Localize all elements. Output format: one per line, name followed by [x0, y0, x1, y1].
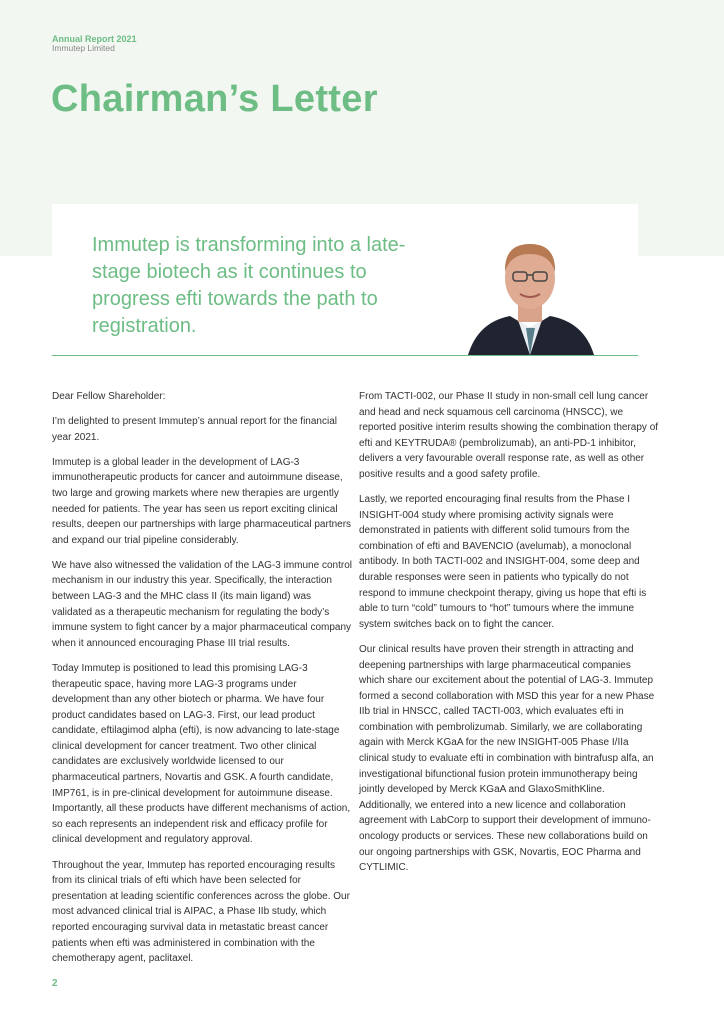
- pull-quote: Immutep is transforming into a late-stage biotech as it continues to progress efti towards the path to registration.: [92, 234, 406, 337]
- paragraph: I’m delighted to present Immutep’s annual report for the financial year 2021.: [52, 416, 337, 443]
- paragraph: Throughout the year, Immutep has reported encouraging results from its clinical trials of efti which have been selected for presentation at leading scientific conferences across the globe. Our most advanced clinical trial is AIPAC, a Phase IIb study, which reported encouraging survival data in metastatic breast cancer patients when efti was administered in combination with the chemotherapy agent, paclitaxel.: [52, 859, 350, 965]
- paragraph: Immutep is a global leader in the development of LAG-3 immunotherapeutic products for cancer and autoimmune disease, two large and growing markets where new therapies are urgently needed for patients. The year has seen us report exciting clinical results, deepen our partnerships with large pharmaceutical partners and expand our trial pipeline considerably.: [52, 456, 352, 546]
- page-title: Chairman’s Letter: [51, 78, 378, 120]
- letter-right-column: [359, 389, 659, 885]
- pull-quote-box: [52, 204, 638, 356]
- paragraph: We have also witnessed the validation of the LAG-3 immune control mechanism in our industry this year. Specifically, the interaction between LAG-3 and the MHC class II (its main ligand) was validated as a therapeutic mechanism for regulating the body’s immune system to fight cancer by a major pharmaceutical company when it announced encouraging Phase III trial results.: [52, 559, 352, 649]
- report-label: Annual Report 2021: [52, 34, 137, 44]
- paragraph: Today Immutep is positioned to lead this promising LAG-3 therapeutic space, having more LAG-3 programs under development than any other biotech or pharma. We have four product candidates based on LAG-3. First, our lead product candidate, eftilagimod alpha (efti), is now advancing to late-stage clinical development for cancer treatment. Two other clinical candidates are exclusively worldwide licensed to our pharmaceutical partners, Novartis and GSK. A fourth candidate, IMP761, is in pre-clinical development for autoimmune disease. Importantly, all these products have different mechanisms of action, so each represents an independent risk and efficacy profile for clinical development and regulatory approval.: [52, 662, 351, 846]
- chairman-portrait-image: [458, 230, 602, 355]
- paragraph: Lastly, we reported encouraging final results from the Phase I INSIGHT-004 study where promising activity signals were demonstrated in patients with different solid tumours from the combination of efti and BAVENCIO (avelumab), a monoclonal antibody. In both TACTI-002 and INSIGHT-004, some deep and durable responses were seen in patients who typically do not respond to immune checkpoint therapy, giving us hope that efti is able to turn “cold” tumours to “hot” tumours where the immune system switches back on to fight the cancer.: [359, 494, 647, 630]
- salutation: Dear Fellow Shareholder:: [52, 391, 166, 402]
- letter-left-column: [52, 389, 352, 976]
- company-label: Immutep Limited: [52, 43, 115, 53]
- page-number: 2: [52, 978, 58, 989]
- paragraph: From TACTI-002, our Phase II study in non-small cell lung cancer and head and neck squamous cell carcinoma (HNSCC), we reported positive interim results showing the combination therapy of efti and KEYTRUDA® (pembrolizumab), an anti-PD-1 inhibitor, delivers a very favourable overall response rate, as well as other positive results and a good safety profile.: [359, 391, 659, 480]
- paragraph: Our clinical results have proven their strength in attracting and deepening partnerships with large pharmaceutical companies which share our excitement about the potential of LAG-3. Immutep formed a second collaboration with MSD this year for a new Phase IIb trial in HNSCC, called TACTI-003, which evaluates efti in combination with pembrolizumab. Similarly, we are collaborating again with Merck KGaA for the new INSIGHT-005 Phase I/IIa clinical study to evaluate efti in combination with bintrafusp alfa, an investigational bifunctional fusion protein immunotherapy being jointly developed by Merck KGaA and GlaxoSmithKline. Additionally, we entered into a new licence and collaboration agreement with LabCorp to support their development of immuno-oncology products or services. These new collaborations build on our ongoing partnerships with GSK, Novartis, EOC Pharma and CYTLIMIC.: [359, 643, 655, 874]
